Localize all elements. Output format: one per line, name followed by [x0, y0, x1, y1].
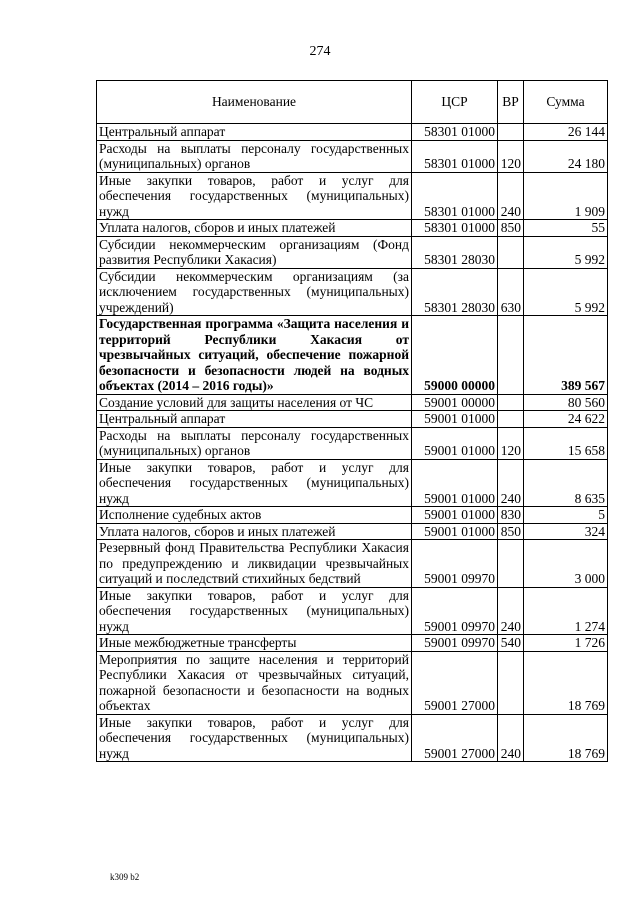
row-name-cell: Уплата налогов, сборов и иных платежей [97, 523, 412, 540]
row-csr-cell: 59001 01000 [412, 427, 498, 459]
header-vr: ВР [498, 81, 524, 124]
table-row [97, 316, 608, 395]
table-row [97, 523, 608, 540]
row-sum-cell: 24 180 [524, 140, 608, 172]
table-row [97, 140, 608, 172]
row-vr-cell: 240 [498, 714, 524, 762]
page-number: 274 [309, 44, 331, 59]
row-name-cell: Резервный фонд Правительства Республики Хакасия по предупреждению и ликвидации чрезвычайных ситуаций и последствий стихийных бедствий [97, 540, 412, 588]
row-sum-cell: 55 [524, 220, 608, 237]
table-row [97, 459, 608, 507]
table-row [97, 394, 608, 411]
row-name-cell: Иные межбюджетные трансферты [97, 635, 412, 652]
table-row [97, 587, 608, 635]
row-csr-cell: 58301 01000 [412, 172, 498, 220]
row-csr-cell: 59001 00000 [412, 394, 498, 411]
row-vr-cell: 240 [498, 459, 524, 507]
table-row [97, 268, 608, 316]
row-csr-cell: 59001 01000 [412, 507, 498, 524]
table-row [97, 124, 608, 141]
row-vr-cell [498, 316, 524, 395]
table-row [97, 236, 608, 268]
header-sum: Сумма [524, 81, 608, 124]
row-vr-cell [498, 411, 524, 428]
row-name-cell: Субсидии некоммерческим организациям (за исключением государственных (муниципальных) учреждений) [97, 268, 412, 316]
row-sum-cell: 1 274 [524, 587, 608, 635]
row-vr-cell: 240 [498, 587, 524, 635]
row-sum-cell: 3 000 [524, 540, 608, 588]
row-vr-cell [498, 124, 524, 141]
table-row [97, 651, 608, 714]
table-row [97, 714, 608, 762]
table-row [97, 540, 608, 588]
table-row [97, 507, 608, 524]
row-name-cell: Иные закупки товаров, работ и услуг для обеспечения государственных (муниципальных) нужд [97, 172, 412, 220]
row-name-cell: Иные закупки товаров, работ и услуг для обеспечения государственных (муниципальных) нужд [97, 587, 412, 635]
row-sum-cell: 1 909 [524, 172, 608, 220]
row-name-cell: Субсидии некоммерческим организациям (Фонд развития Республики Хакасия) [97, 236, 412, 268]
row-csr-cell: 59000 00000 [412, 316, 498, 395]
row-vr-cell [498, 236, 524, 268]
header-csr: ЦСР [412, 81, 498, 124]
row-name-cell: Мероприятия по защите населения и территорий Республики Хакасия от чрезвычайных ситуаций, пожарной безопасности и безопасности на водных объектах [97, 651, 412, 714]
row-sum-cell: 5 992 [524, 236, 608, 268]
row-sum-cell: 324 [524, 523, 608, 540]
row-csr-cell: 59001 01000 [412, 459, 498, 507]
row-csr-cell: 59001 27000 [412, 651, 498, 714]
row-vr-cell: 120 [498, 427, 524, 459]
row-vr-cell: 240 [498, 172, 524, 220]
table-body [97, 124, 608, 762]
row-name-cell: Государственная программа «Защита населения и территорий Республики Хакасия от чрезвычайных ситуаций, обеспечение пожарной безопасности и безопасности людей на водных объектах (2014 – 2016 годы)» [97, 316, 412, 395]
table-header-row [97, 81, 608, 124]
row-name-cell: Центральный аппарат [97, 124, 412, 141]
row-vr-cell: 540 [498, 635, 524, 652]
row-vr-cell: 630 [498, 268, 524, 316]
row-vr-cell [498, 651, 524, 714]
row-csr-cell: 59001 01000 [412, 523, 498, 540]
row-csr-cell: 59001 09970 [412, 635, 498, 652]
row-name-cell: Центральный аппарат [97, 411, 412, 428]
row-sum-cell: 80 560 [524, 394, 608, 411]
row-sum-cell: 26 144 [524, 124, 608, 141]
row-name-cell: Исполнение судебных актов [97, 507, 412, 524]
row-sum-cell: 8 635 [524, 459, 608, 507]
footer-code: k309 b2 [110, 872, 140, 882]
row-csr-cell: 59001 09970 [412, 587, 498, 635]
row-sum-cell: 1 726 [524, 635, 608, 652]
row-csr-cell: 58301 28030 [412, 236, 498, 268]
row-sum-cell: 18 769 [524, 714, 608, 762]
row-sum-cell: 5 992 [524, 268, 608, 316]
row-name-cell: Уплата налогов, сборов и иных платежей [97, 220, 412, 237]
row-sum-cell: 389 567 [524, 316, 608, 395]
row-csr-cell: 58301 01000 [412, 220, 498, 237]
row-vr-cell: 850 [498, 220, 524, 237]
row-sum-cell: 15 658 [524, 427, 608, 459]
row-name-cell: Расходы на выплаты персоналу государственных (муниципальных) органов [97, 140, 412, 172]
table-row [97, 172, 608, 220]
row-sum-cell: 24 622 [524, 411, 608, 428]
row-name-cell: Создание условий для защиты населения от ЧС [97, 394, 412, 411]
row-csr-cell: 58301 01000 [412, 140, 498, 172]
row-vr-cell: 850 [498, 523, 524, 540]
row-csr-cell: 59001 27000 [412, 714, 498, 762]
header-name: Наименование [97, 81, 412, 124]
row-vr-cell: 830 [498, 507, 524, 524]
row-csr-cell: 58301 28030 [412, 268, 498, 316]
row-csr-cell: 59001 01000 [412, 411, 498, 428]
table-row [97, 411, 608, 428]
row-vr-cell: 120 [498, 140, 524, 172]
budget-table [96, 80, 608, 762]
row-name-cell: Иные закупки товаров, работ и услуг для обеспечения государственных (муниципальных) нужд [97, 714, 412, 762]
row-sum-cell: 18 769 [524, 651, 608, 714]
row-csr-cell: 59001 09970 [412, 540, 498, 588]
table-row [97, 635, 608, 652]
row-name-cell: Иные закупки товаров, работ и услуг для обеспечения государственных (муниципальных) нужд [97, 459, 412, 507]
table-row [97, 427, 608, 459]
row-csr-cell: 58301 01000 [412, 124, 498, 141]
row-sum-cell: 5 [524, 507, 608, 524]
row-vr-cell [498, 394, 524, 411]
table-row [97, 220, 608, 237]
row-vr-cell [498, 540, 524, 588]
row-name-cell: Расходы на выплаты персоналу государственных (муниципальных) органов [97, 427, 412, 459]
